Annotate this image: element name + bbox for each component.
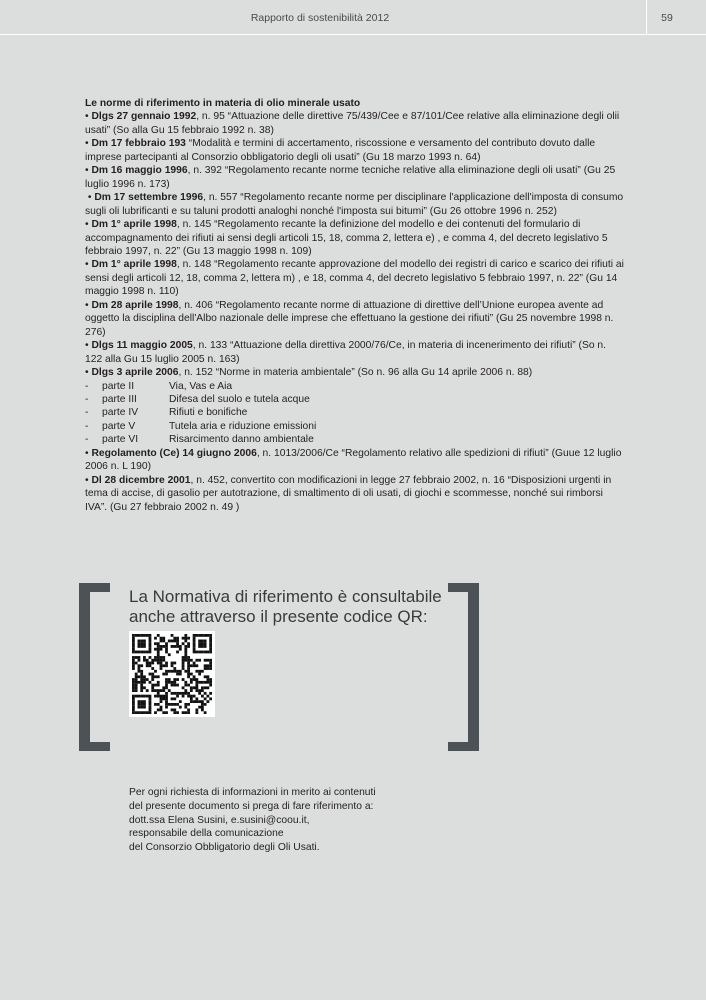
regulation-name: Dm 1° aprile 1998 <box>91 219 177 231</box>
part-dash: - <box>85 434 89 446</box>
regulation-description: , n. 557 “Regolamento recante norme per disciplinare l'applicazione dell'imposta di consumo sugli oli lubrificanti e su taluni prodotti analoghi nonché l'imposta sui bitumi” (Gu 26 ottobre 1996 n. 252) <box>85 192 624 217</box>
part-row <box>85 406 626 419</box>
regulation-description: , n. 152 “Norme in materia ambientale” (So n. 96 alla Gu 14 aprile 2006 n. 88) <box>178 367 533 379</box>
regulation-description: , n. 133 “Attuazione della direttiva 2000/76/Ce, in materia di incenerimento dei rifiuti” (So n. 122 alla Gu 15 luglio 2005 n. 163) <box>85 340 607 365</box>
regulation-name: Dm 17 settembre 1996 <box>94 192 204 204</box>
bullet: • <box>85 474 92 486</box>
regulation-description: , n. 95 “Attuazione delle direttive 75/439/Cee e 87/101/Cee relative alla eliminazione degli olii usati” (So alla Gu 15 febbraio 1992 n. 38) <box>85 111 620 136</box>
part-description: Via, Vas e Aia <box>169 380 233 392</box>
regulation-name: Dm 28 aprile 1998 <box>91 299 179 311</box>
part-label: parte III <box>102 393 137 405</box>
regulation-item <box>85 299 626 339</box>
part-description: Risarcimento danno ambientale <box>169 434 314 446</box>
part-dash: - <box>85 393 89 405</box>
regulation-item <box>85 474 626 514</box>
qr-callout-line: La Normativa di riferimento è consultabile <box>129 587 442 606</box>
part-description: Tutela aria e riduzione emissioni <box>169 420 317 432</box>
regulation-name: Dl 28 dicembre 2001 <box>91 474 191 486</box>
part-label: parte IV <box>102 407 139 419</box>
part-label: parte V <box>102 420 136 432</box>
regulation-item <box>85 218 626 258</box>
bullet: • <box>85 111 92 123</box>
bullet: • <box>85 299 92 311</box>
part-row <box>85 420 626 433</box>
regulation-item <box>85 137 626 164</box>
page-number: 59 <box>661 12 673 24</box>
bullet: • <box>85 165 92 177</box>
qr-callout-line: anche attraverso il presente codice QR: <box>129 607 428 626</box>
part-description: Difesa del suolo e tutela acque <box>169 393 310 405</box>
regulation-item <box>85 191 626 218</box>
header-divider <box>646 0 647 34</box>
bullet: • <box>85 192 95 204</box>
regulation-name: Dlgs 3 aprile 2006 <box>91 367 179 379</box>
bullet: • <box>85 447 92 459</box>
contact-line: responsabile della comunicazione <box>129 828 284 840</box>
bullet: • <box>85 138 92 150</box>
regulation-list-continued <box>85 447 626 514</box>
regulation-item <box>85 110 626 137</box>
regulation-name: Regolamento (Ce) 14 giugno 2006 <box>91 447 257 459</box>
regulation-name: Dlgs 11 maggio 2005 <box>91 340 193 352</box>
regulation-description: “Modalità e termini di accertamento, riscossione e versamento del contributo dovuto dalle imprese partecipanti al Consorzio obbligatorio degli oli usati” (Gu 18 marzo 1993 n. 64) <box>85 138 596 163</box>
contact-info <box>129 786 529 855</box>
document-title: Rapporto di sostenibilità 2012 <box>250 12 390 24</box>
regulation-item <box>85 258 626 298</box>
header-rule <box>0 34 706 35</box>
part-label: parte II <box>102 380 135 392</box>
part-row <box>85 433 626 446</box>
contact-line: del presente documento si prega di fare riferimento a: <box>129 800 374 812</box>
regulation-list <box>85 110 626 379</box>
regulation-item <box>85 164 626 191</box>
regulation-description: , n. 148 “Regolamento recante approvazione del modello dei registri di carico e scarico dei rifiuti ai sensi degli articoli 12, 18, comma 2, lettera m) , e 18, comma 4, del decreto legislativo 5 febbraio 1997, n. 22” (Gu 14 maggio 1998 n. 110) <box>85 259 624 298</box>
regulations-section <box>85 97 626 514</box>
part-label: parte VI <box>102 434 139 446</box>
regulation-item <box>85 366 626 379</box>
contact-line: del Consorzio Obbligatorio degli Oli Usati. <box>129 842 320 854</box>
regulation-description: , n. 452, convertito con modificazioni in legge 27 febbraio 2002, n. 16 “Disposizioni urgenti in tema di accise, di gasolio per autotrazione, di smaltimento di oli usati, di giochi e scommesse, nonché sui rimborsi IVA”. (Gu 27 febbraio 2002 n. 49 ) <box>85 474 612 513</box>
regulation-name: Dm 16 maggio 1996 <box>91 165 188 177</box>
regulation-item <box>85 339 626 366</box>
bullet: • <box>85 367 92 379</box>
part-dash: - <box>85 380 89 392</box>
bullet: • <box>85 219 92 231</box>
part-dash: - <box>85 420 89 432</box>
regulation-name: Dm 17 febbraio 193 <box>91 138 186 150</box>
part-row <box>85 380 626 393</box>
regulation-description: , n. 406 “Regolamento recante norme di attuazione di direttive dell’Unione europea avente ad oggetto la disciplina dell'Albo nazionale delle imprese che effettuano la gestione dei rifiuti” (Gu 25 novembre 1998 n. 276) <box>85 299 614 338</box>
bullet: • <box>85 259 92 271</box>
part-dash: - <box>85 407 89 419</box>
regulation-name: Dm 1° aprile 1998 <box>91 259 177 271</box>
regulation-description: , n. 1013/2006/Ce “Regolamento relativo alle spedizioni di rifiuti” (Guue 12 luglio 2006 n. L 190) <box>85 447 622 473</box>
regulation-name: Dlgs 27 gennaio 1992 <box>91 111 197 123</box>
regulation-description: , n. 145 “Regolamento recante la definizione del modello e dei contenuti del formulario di accompagnamento dei rifiuti ai sensi degli articoli 15, 18, comma 2, lettera e) , e comma 4, del decreto legislativo 5 febbraio 1997, n. 22” (Gu 13 maggio 1998 n. 109) <box>85 219 608 257</box>
contact-line: dott.ssa Elena Susini, e.susini@coou.it, <box>129 814 310 826</box>
parts-list <box>85 380 626 447</box>
section-heading: Le norme di riferimento in materia di olio minerale usato <box>85 98 361 109</box>
qr-callout-text <box>129 587 449 627</box>
qr-code-icon[interactable] <box>129 631 215 717</box>
right-bracket <box>448 583 479 751</box>
left-bracket <box>79 583 110 751</box>
regulation-description: , n. 392 “Regolamento recante norme tecniche relative alla eliminazione degli oli usati” (Gu 25 luglio 1996 n. 173) <box>85 165 616 190</box>
qr-code-graphic <box>132 634 212 714</box>
bullet: • <box>85 340 92 352</box>
part-row <box>85 393 626 406</box>
part-description: Rifiuti e bonifiche <box>169 407 248 419</box>
contact-line: Per ogni richiesta di informazioni in merito ai contenuti <box>129 787 376 798</box>
regulation-item <box>85 447 626 474</box>
